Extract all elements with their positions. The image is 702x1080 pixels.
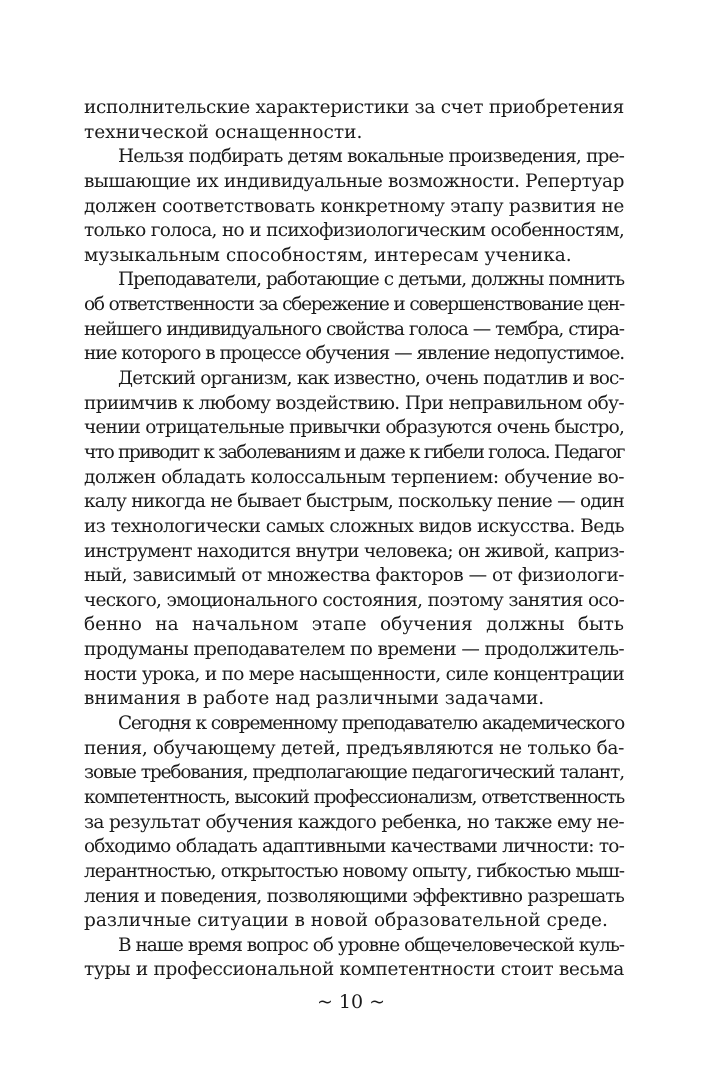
- text-line: за результат обучения каждого ребенка, но также ему не-: [84, 811, 624, 833]
- text-line: ности урока, и по мере насыщенности, силе концентрации: [84, 663, 624, 685]
- text-line: должен обладать колоссальным терпением: обучение во-: [84, 466, 624, 488]
- text-line: калу никогда не бывает быстрым, поскольку пение — один: [84, 491, 624, 513]
- text-line: приимчив к любому воздействию. При неправильном обу-: [84, 392, 624, 414]
- page-number: ~ 10 ~: [316, 991, 386, 1013]
- text-line: компетентность, высокий профессионализм, ответственность: [84, 786, 624, 808]
- text-line: ления и поведения, позволяющими эффективно разрешать: [84, 885, 624, 907]
- text-line: из технологически самых сложных видов искусства. Ведь: [84, 515, 624, 537]
- text-line: должен соответствовать конкретному этапу развития не: [84, 195, 624, 217]
- text-line: что приводит к заболеваниям и даже к гибели голоса. Педагог: [84, 441, 624, 463]
- text-line: Сегодня к современному преподавателю академического: [118, 713, 624, 735]
- text-line: только голоса, но и психофизиологическим особенностям,: [84, 220, 624, 242]
- text-line: музыкальным способностям, интересам ученика.: [84, 244, 572, 266]
- body-text: [84, 96, 624, 983]
- text-line: В наше время вопрос об уровне общечеловеческой куль-: [118, 934, 624, 956]
- text-line: технической оснащенности.: [84, 121, 363, 143]
- text-line: пения, обучающему детей, предъявляются не только ба-: [84, 737, 624, 759]
- text-line: нейшего индивидуального свойства голоса — тембра, стира-: [84, 318, 624, 340]
- text-line: Преподаватели, работающие с детьми, должны помнить: [118, 269, 624, 291]
- text-line: обходимо обладать адаптивными качествами личности: то-: [84, 836, 624, 858]
- text-line: продуманы преподавателем по времени — продолжитель-: [84, 639, 624, 661]
- text-line: исполнительские характеристики за счет приобретения: [84, 97, 624, 118]
- text-line: различные ситуации в новой образовательной среде.: [84, 910, 608, 932]
- text-line: ческого, эмоционального состояния, поэтому занятия осо-: [84, 589, 624, 611]
- text-line: об ответственности за сбережение и совершенствование цен-: [84, 294, 624, 316]
- text-line: вышающие их индивидуальные возможности. Репертуар: [84, 170, 624, 192]
- text-line: зовые требования, предполагающие педагогический талант,: [84, 762, 624, 784]
- text-line: ние которого в процессе обучения — явление недопустимое.: [84, 343, 624, 365]
- text-line: внимания в работе над различными задачами.: [84, 688, 545, 710]
- text-line: лерантностью, открытостью новому опыту, гибкостью мыш-: [84, 860, 624, 882]
- text-line: туры и профессиональной компетентности стоит весьма: [84, 959, 624, 981]
- text-line: Нельзя подбирать детям вокальные произведения, пре-: [118, 146, 624, 168]
- text-line: Детский организм, как известно, очень податлив и вос-: [118, 368, 624, 390]
- text-line: инструмент находится внутри человека; он живой, каприз-: [84, 540, 624, 562]
- text-line: бенно на начальном этапе обучения должны быть: [84, 614, 624, 636]
- text-line: чении отрицательные привычки образуются очень быстро,: [84, 417, 624, 439]
- text-line: ный, зависимый от множества факторов — от физиологи-: [84, 565, 624, 587]
